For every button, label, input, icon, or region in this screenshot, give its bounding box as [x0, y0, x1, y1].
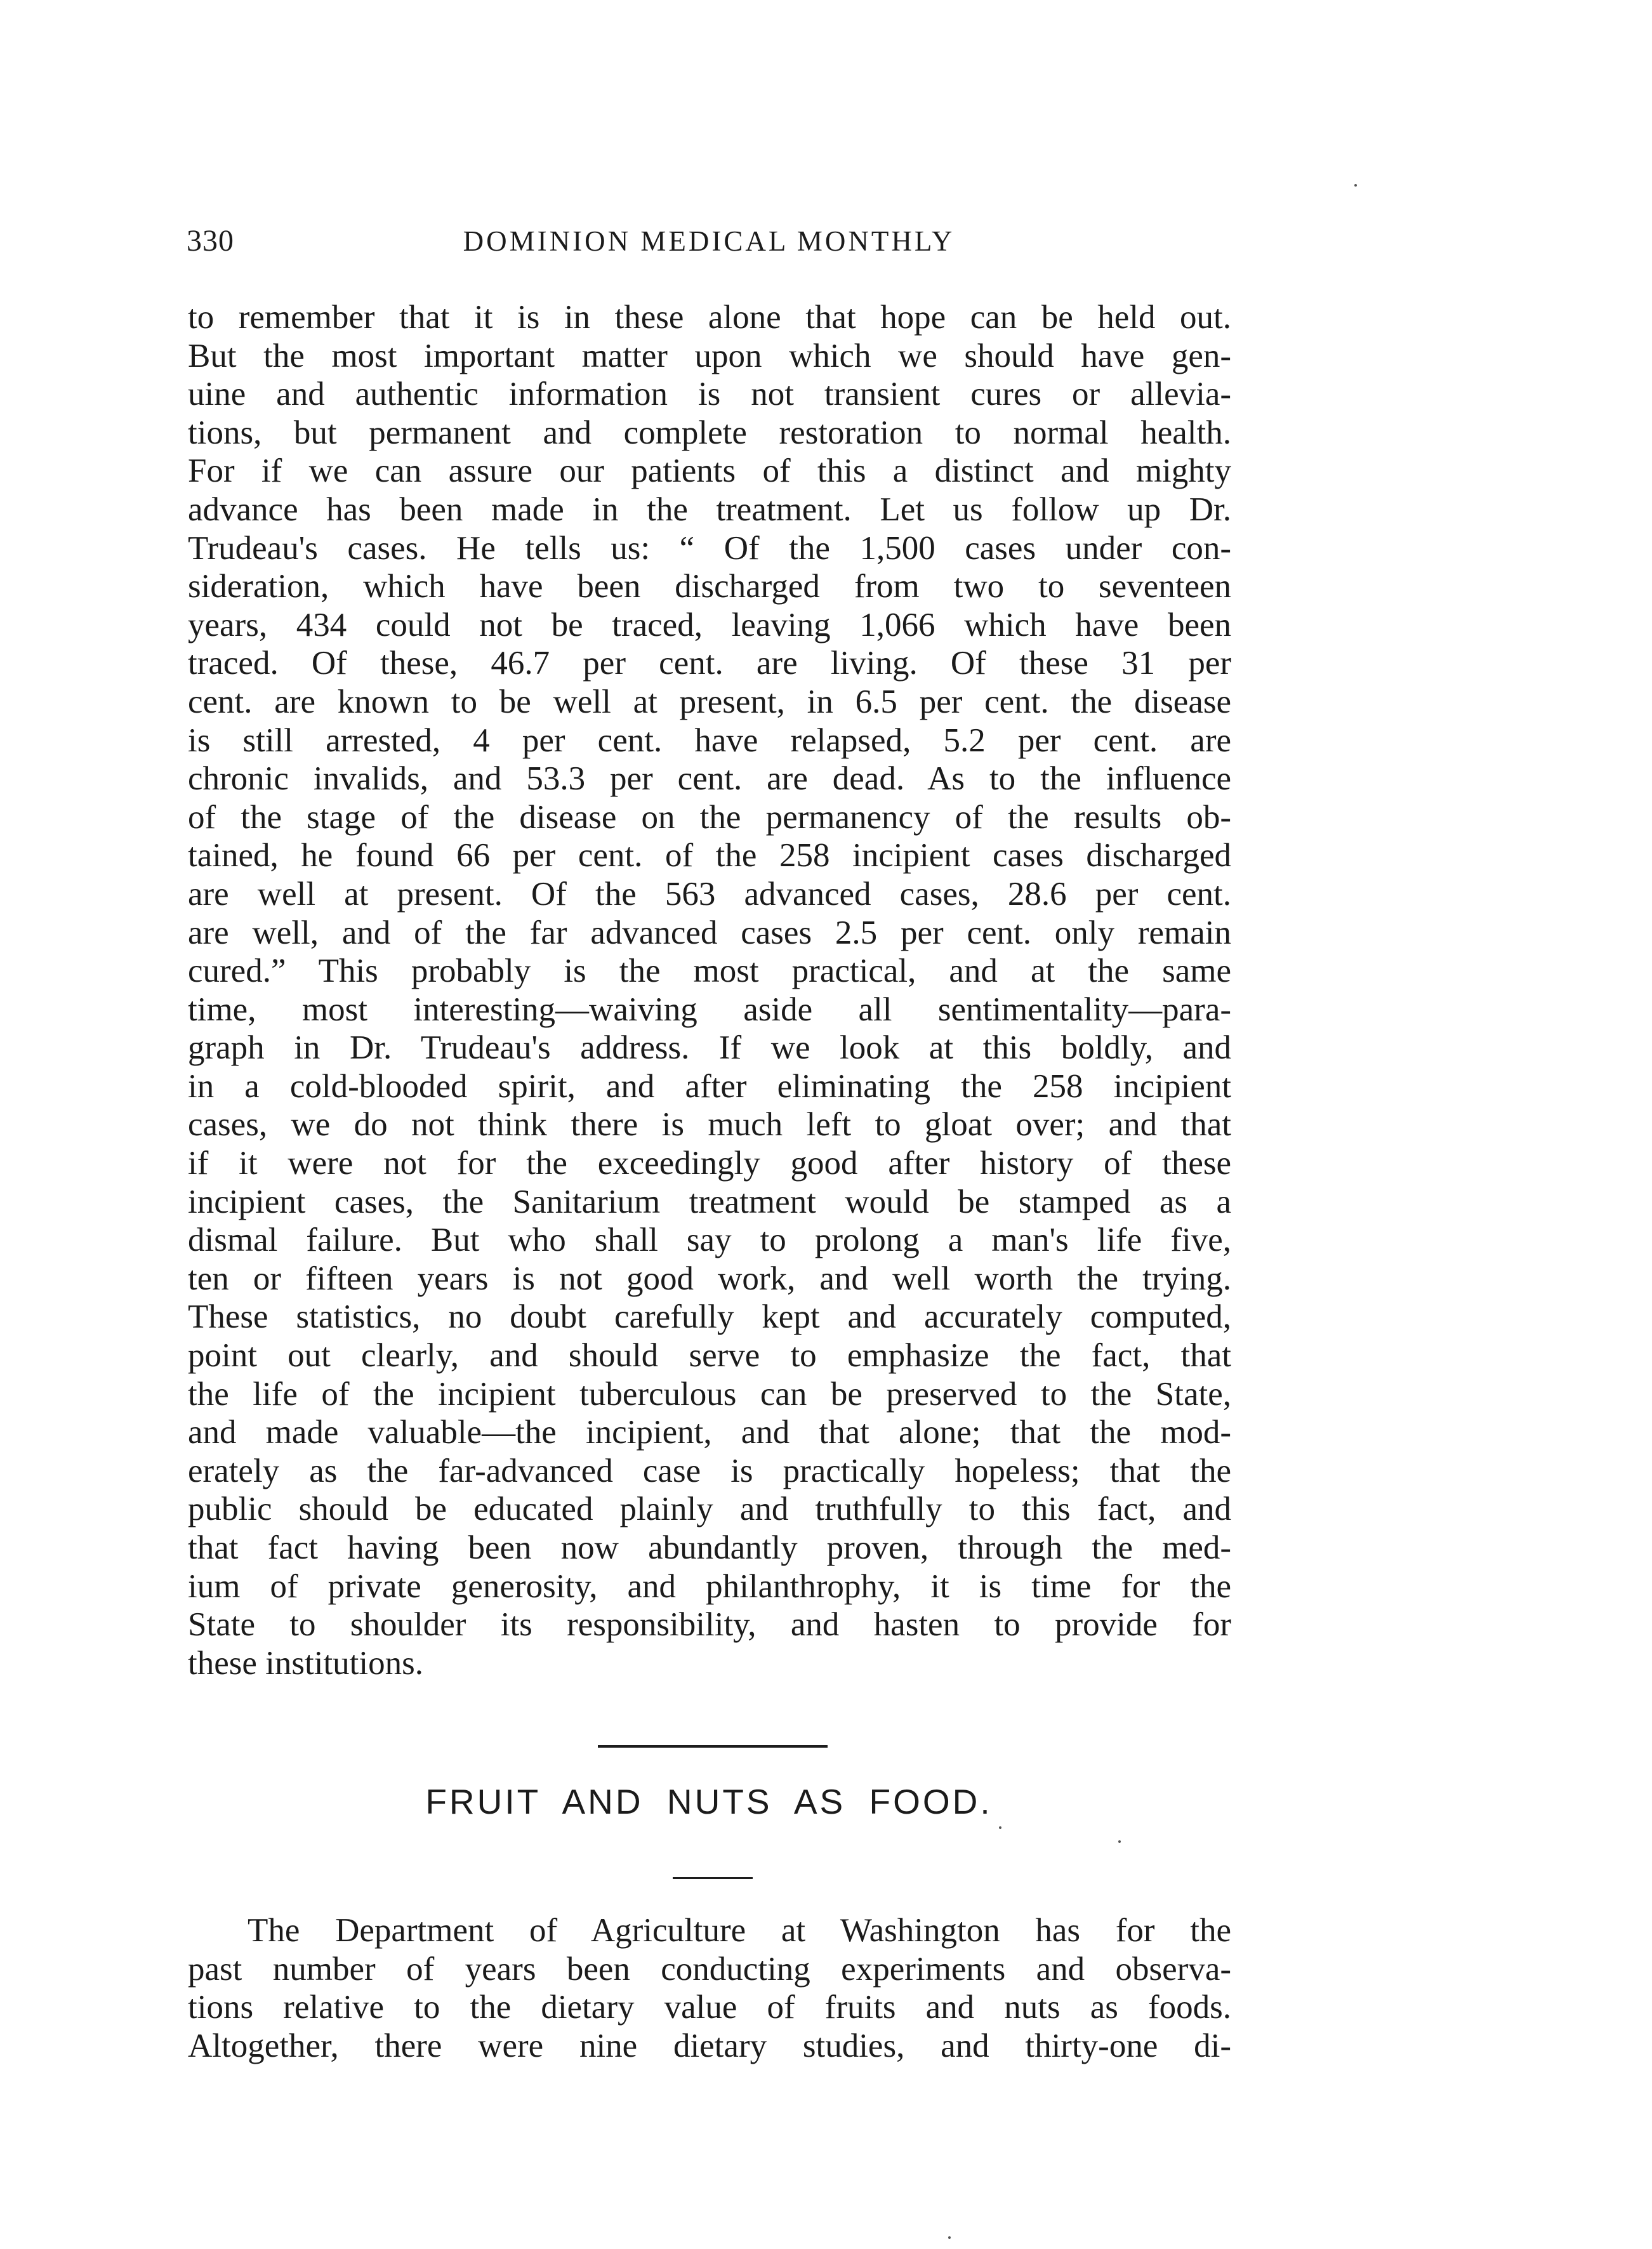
- text-line: point out clearly, and should serve to emphasize the fact, that: [188, 1337, 1231, 1375]
- text-line: graph in Dr. Trudeau's address. If we look at this boldly, and: [188, 1029, 1231, 1067]
- text-line: if it were not for the exceedingly good after history of these: [188, 1145, 1231, 1182]
- text-line: that fact having been now abundantly proven, through the med-: [188, 1529, 1231, 1566]
- text-line: But the most important matter upon which we should have gen-: [188, 337, 1231, 374]
- text-line: traced. Of these, 46.7 per cent. are living. Of these 31 per: [188, 645, 1231, 682]
- text-line: sideration, which have been discharged from two to seventeen: [188, 568, 1231, 605]
- paper-speck: [999, 1826, 1001, 1829]
- text-line: dismal failure. But who shall say to prolong a man's life five,: [188, 1222, 1231, 1259]
- text-line: are well, and of the far advanced cases 2.5 per cent. only remain: [188, 914, 1231, 951]
- text-line: these institutions.: [188, 1644, 423, 1682]
- text-line: ten or fifteen years is not good work, and well worth the trying.: [188, 1260, 1231, 1297]
- text-line: to remember that it is in these alone that hope can be held out.: [188, 299, 1231, 336]
- body-paragraph: [188, 298, 1231, 1682]
- text-line: State to shoulder its responsibility, and hasten to provide for: [188, 1606, 1231, 1644]
- paper-speck: [1118, 1840, 1121, 1843]
- text-line: erately as the far-advanced case is practically hopeless; that the: [188, 1452, 1231, 1489]
- title-underline: [673, 1877, 753, 1879]
- text-line: advance has been made in the treatment. Let us follow up Dr.: [188, 491, 1231, 528]
- page-number: 330: [187, 224, 234, 258]
- paper-speck: [948, 2236, 951, 2239]
- text-line: ium of private generosity, and philanthrophy, it is time for the: [188, 1567, 1231, 1605]
- text-line: public should be educated plainly and truthfully to this fact, and: [188, 1491, 1231, 1528]
- text-line: uine and authentic information is not transient cures or allevia-: [188, 376, 1231, 413]
- running-title: DOMINION MEDICAL MONTHLY: [463, 225, 955, 257]
- text-line: For if we can assure our patients of this a distinct and mighty: [188, 452, 1231, 490]
- text-line: chronic invalids, and 53.3 per cent. are dead. As to the influence: [188, 760, 1231, 798]
- text-line: in a cold-blooded spirit, and after eliminating the 258 incipient: [188, 1067, 1231, 1105]
- text-line: Altogether, there were nine dietary studies, and thirty-one di-: [188, 2027, 1231, 2064]
- text-line: cent. are known to be well at present, in 6.5 per cent. the disease: [188, 683, 1231, 720]
- page-header: [187, 223, 1231, 268]
- text-line: time, most interesting—waiving aside all sentimentality—para-: [188, 991, 1231, 1028]
- text-line: the life of the incipient tuberculous can be preserved to the State,: [188, 1375, 1231, 1413]
- text-line: The Department of Agriculture at Washington has for the: [248, 1912, 1231, 1949]
- text-line: are well at present. Of the 563 advanced cases, 28.6 per cent.: [188, 875, 1231, 913]
- text-line: cases, we do not think there is much left to gloat over; and that: [188, 1106, 1231, 1144]
- section-title: FRUIT AND NUTS AS FOOD.: [425, 1782, 993, 1821]
- text-line: of the stage of the disease on the permanency of the results ob-: [188, 798, 1231, 836]
- text-line: Trudeau's cases. He tells us: “ Of the 1,500 cases under con-: [188, 529, 1231, 567]
- text-line: past number of years been conducting experiments and observa-: [188, 1950, 1231, 1988]
- text-line: tained, he found 66 per cent. of the 258 incipient cases discharged: [188, 837, 1231, 874]
- text-line: and made valuable—the incipient, and that alone; that the mod-: [188, 1414, 1231, 1451]
- paper-speck: [1354, 184, 1357, 187]
- text-line: is still arrested, 4 per cent. have relapsed, 5.2 per cent. are: [188, 722, 1231, 759]
- section-paragraph: [188, 1911, 1231, 2065]
- section-divider: [598, 1745, 828, 1748]
- text-line: incipient cases, the Sanitarium treatment would be stamped as a: [188, 1183, 1231, 1220]
- text-line: tions, but permanent and complete restoration to normal health.: [188, 414, 1231, 451]
- text-line: years, 434 could not be traced, leaving 1,066 which have been: [188, 606, 1231, 643]
- text-line: cured.” This probably is the most practical, and at the same: [188, 953, 1231, 990]
- text-line: tions relative to the dietary value of fruits and nuts as foods.: [188, 1989, 1231, 2026]
- text-line: These statistics, no doubt carefully kept and accurately computed,: [188, 1298, 1231, 1336]
